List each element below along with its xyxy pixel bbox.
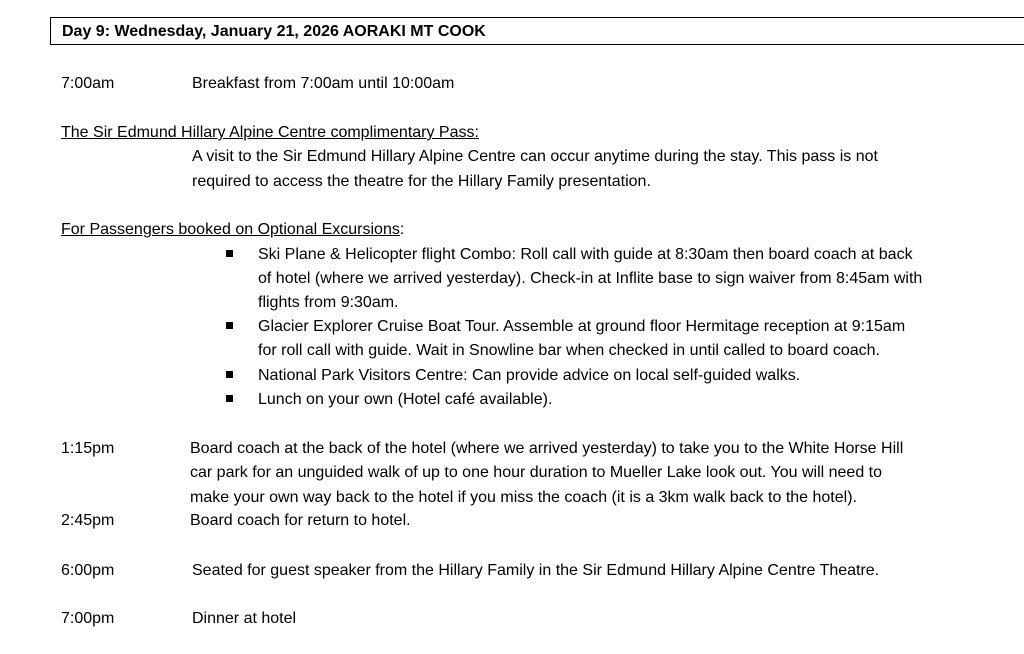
bullet-icon	[226, 395, 233, 402]
coach-time: 1:15pm	[61, 440, 115, 457]
excursion-2-line-1: Glacier Explorer Cruise Boat Tour. Assemble at ground floor Hermitage reception at 9:15am	[258, 318, 906, 335]
breakfast-time: 7:00am	[61, 75, 115, 92]
pass-heading: The Sir Edmund Hillary Alpine Centre complimentary Pass:	[61, 124, 479, 141]
excursion-1-line-3: flights from 9:30am.	[258, 294, 399, 311]
coach-line-2: car park for an unguided walk of up to one hour duration to Mueller Lake look out. You will need to	[190, 464, 883, 481]
return-text: Board coach for return to hotel.	[190, 512, 411, 529]
excursion-2-line-2: for roll call with guide. Wait in Snowline bar when checked in until called to board coach.	[258, 342, 880, 359]
speaker-time: 6:00pm	[61, 562, 115, 579]
dinner-text: Dinner at hotel	[192, 610, 297, 627]
dinner-time: 7:00pm	[61, 610, 115, 627]
excursion-1-line-1: Ski Plane & Helicopter flight Combo: Roll call with guide at 8:30am then board coach at back	[258, 246, 913, 263]
speaker-text: Seated for guest speaker from the Hillary Family in the Sir Edmund Hillary Alpine Centre Theatre.	[192, 562, 880, 579]
bullet-icon	[226, 250, 233, 257]
excursion-3-line-1: National Park Visitors Centre: Can provide advice on local self-guided walks.	[258, 367, 801, 384]
optional-heading-colon: :	[399, 221, 405, 238]
excursion-4-line-1: Lunch on your own (Hotel café available).	[258, 391, 553, 408]
bullet-icon	[226, 322, 233, 329]
pass-line-1: A visit to the Sir Edmund Hillary Alpine Centre can occur anytime during the stay. This pass is not	[192, 148, 878, 165]
optional-heading	[61, 218, 404, 242]
pass-line-2: required to access the theatre for the Hillary Family presentation.	[192, 173, 651, 190]
coach-line-3: make your own way back to the hotel if you miss the coach (it is a 3km walk back to the hotel).	[190, 489, 857, 506]
coach-line-1: Board coach at the back of the hotel (where we arrived yesterday) to take you to the White Horse Hill	[190, 440, 904, 457]
day-header: Day 9: Wednesday, January 21, 2026 AORAKI MT COOK	[50, 17, 1024, 45]
excursion-1-line-2: of hotel (where we arrived yesterday). Check-in at Inflite base to sign waiver from 8:45am with	[258, 270, 923, 287]
optional-heading-text: For Passengers booked on Optional Excursions	[61, 221, 400, 238]
bullet-icon	[226, 371, 233, 378]
return-time: 2:45pm	[61, 512, 115, 529]
breakfast-text: Breakfast from 7:00am until 10:00am	[192, 75, 455, 92]
